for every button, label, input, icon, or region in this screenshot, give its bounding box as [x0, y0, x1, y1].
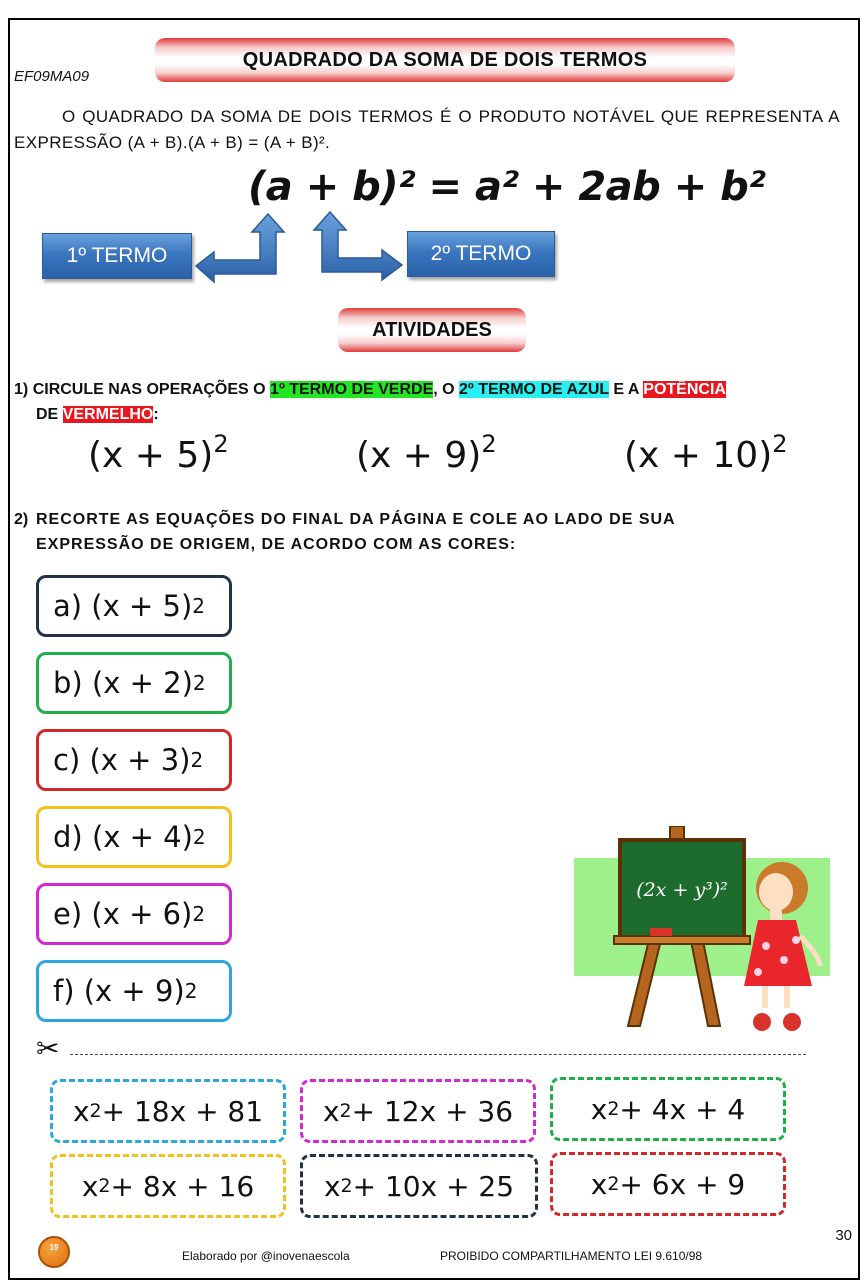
expression-box-b: b) (x + 2) 2 [36, 652, 232, 714]
answer-card[interactable]: x 2 + 18x + 81 [50, 1079, 286, 1143]
teacher-chalkboard-illustration [570, 826, 832, 1038]
brand-logo-icon: 19 [38, 1236, 70, 1268]
page-number: 30 [835, 1227, 852, 1244]
q1-text: , O [433, 381, 460, 398]
answer-card[interactable]: x 2 + 4x + 4 [550, 1077, 786, 1141]
q1-expression: $(x + 5)^2$ [88, 430, 229, 476]
formula: (a + b)² = a² + 2ab + b² [248, 164, 766, 210]
footer-credit: Elaborado por @inovenaescola [182, 1249, 350, 1263]
q1-cyan-highlight: 2º TERMO DE AZUL [459, 381, 609, 398]
second-term-label: 2º TERMO [407, 231, 555, 277]
q2-line2: EXPRESSÃO DE ORIGEM, DE ACORDO COM AS CORES: [36, 536, 517, 553]
q1-text: : [153, 406, 159, 423]
q1-text: DE [36, 406, 63, 423]
cut-line [70, 1054, 806, 1055]
q1-text: CIRCULE NAS OPERAÇÕES O [32, 381, 271, 398]
board-text: (2x + y³)² [636, 879, 728, 901]
q1-green-highlight: 1º TERMO DE VERDE [270, 381, 434, 398]
curriculum-code: EF09MA09 [14, 68, 90, 85]
expression-box-d: d) (x + 4) 2 [36, 806, 232, 868]
answer-card[interactable]: x 2 + 10x + 25 [300, 1154, 538, 1218]
arrow-second-term-icon [310, 210, 406, 282]
expression-box-c: c) (x + 3) 2 [36, 729, 232, 791]
question-1-number: 1) [14, 381, 29, 398]
answer-card[interactable]: x 2 + 12x + 36 [300, 1079, 536, 1143]
arrow-first-term-icon [192, 212, 288, 284]
question-2-number: 2) [14, 511, 29, 528]
q1-expression: $(x + 9)^2$ [356, 430, 497, 476]
expression-box-a: a) (x + 5) 2 [36, 575, 232, 637]
activities-title: ATIVIDADES [338, 308, 526, 352]
q1-red-highlight: VERMELHO [62, 406, 154, 423]
page-title: QUADRADO DA SOMA DE DOIS TERMOS [155, 38, 735, 82]
intro-paragraph: O QUADRADO DA SOMA DE DOIS TERMOS É O PRODUTO NOTÁVEL QUE REPRESENTA A EXPRESSÃO (A + B).(A + B) = (A + B)². [14, 107, 840, 152]
expression-box-e: e) (x + 6) 2 [36, 883, 232, 945]
question-1 [14, 377, 854, 427]
first-term-label: 1º TERMO [42, 233, 192, 279]
footer-notice: PROIBIDO COMPARTILHAMENTO LEI 9.610/98 [440, 1249, 703, 1263]
question-2 [14, 507, 840, 557]
answer-card[interactable]: x 2 + 8x + 16 [50, 1154, 286, 1218]
scissors-icon: ✂ [36, 1033, 60, 1064]
q1-text: E A [608, 381, 644, 398]
q2-line1: RECORTE AS EQUAÇÕES DO FINAL DA PÁGINA E COLE AO LADO DE SUA [36, 511, 676, 528]
q1-red-highlight: POTÊNCIA [643, 381, 726, 398]
answer-card[interactable]: x 2 + 6x + 9 [550, 1152, 786, 1216]
expression-box-f: f) (x + 9) 2 [36, 960, 232, 1022]
q1-expression: $(x + 10)^2$ [624, 430, 788, 476]
